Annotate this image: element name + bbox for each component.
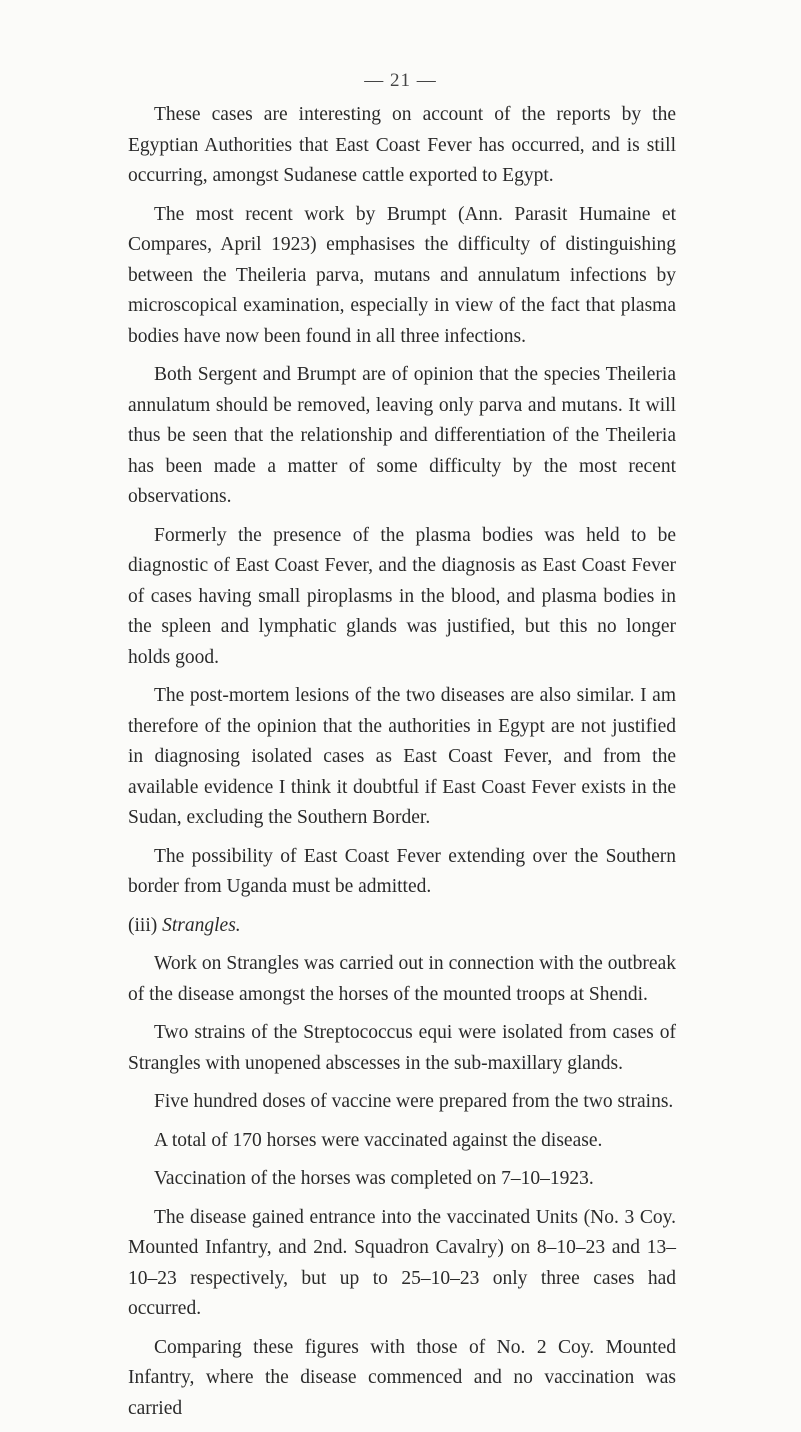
paragraph: Formerly the presence of the plasma bodies was held to be diagnostic of East Coast Fever, and the diagnosis as East Coast Fever of cases having small piroplasms in the blood, and plasma bodies in the spleen and lymphatic glands was justified, but this no longer holds good. bbox=[128, 524, 676, 668]
paragraph: These cases are interesting on account of the reports by the Egyptian Authorities that East Coast Fever has occurred, and is still occurring, amongst Sudanese cattle exported to Egypt. bbox=[128, 104, 676, 186]
paragraph: Work on Strangles was carried out in connection with the outbreak of the disease amongst the horses of the mounted troops at Shendi. bbox=[128, 953, 676, 1005]
document-body bbox=[128, 100, 676, 1432]
paragraph: Comparing these figures with those of No. 2 Coy. Mounted Infantry, where the disease commenced and no vaccination was carried bbox=[128, 1336, 676, 1419]
page-number: — 21 — bbox=[364, 70, 437, 91]
paragraph: The post-mortem lesions of the two diseases are also similar. I am therefore of the opinion that the authorities in Egypt are not justified in diagnosing isolated cases as East Coast Fever, and from the available evidence I think it doubtful if East Coast Fever exists in the Sudan, excluding the Southern Border. bbox=[128, 685, 676, 828]
section-heading bbox=[128, 911, 676, 942]
section-number: (iii) bbox=[128, 914, 158, 936]
paragraph: The disease gained entrance into the vaccinated Units (No. 3 Coy. Mounted Infantry, and 2nd. Squadron Cavalry) on 8–10–23 and 13–10–23 respectively, but up to 25–10–23 only three cases had occurred. bbox=[128, 1206, 676, 1319]
paragraph: The most recent work by Brumpt (Ann. Parasit Humaine et Compares, April 1923) emphasises the difficulty of distinguishing between the Theileria parva, mutans and annulatum infections by microscopical examination, especially in view of the fact that plasma bodies have now been found in all three infections. bbox=[128, 203, 676, 347]
paragraph: Five hundred doses of vaccine were prepared from the two strains. bbox=[154, 1091, 674, 1112]
paragraph: Both Sergent and Brumpt are of opinion that the species Theileria annulatum should be removed, leaving only parva and mutans. It will thus be seen that the relationship and differentiation of the Theileria has been made a matter of some difficulty by the most recent observations. bbox=[128, 364, 676, 507]
paragraph: Two strains of the Streptococcus equi were isolated from cases of Strangles with unopened abscesses in the sub-maxillary glands. bbox=[128, 1022, 676, 1074]
paragraph: A total of 170 horses were vaccinated against the disease. bbox=[154, 1129, 603, 1151]
paragraph: Vaccination of the horses was completed on 7–10–1923. bbox=[154, 1168, 594, 1189]
section-title: Strangles. bbox=[162, 914, 241, 936]
paragraph: The possibility of East Coast Fever extending over the Southern border from Uganda must be admitted. bbox=[128, 845, 676, 897]
